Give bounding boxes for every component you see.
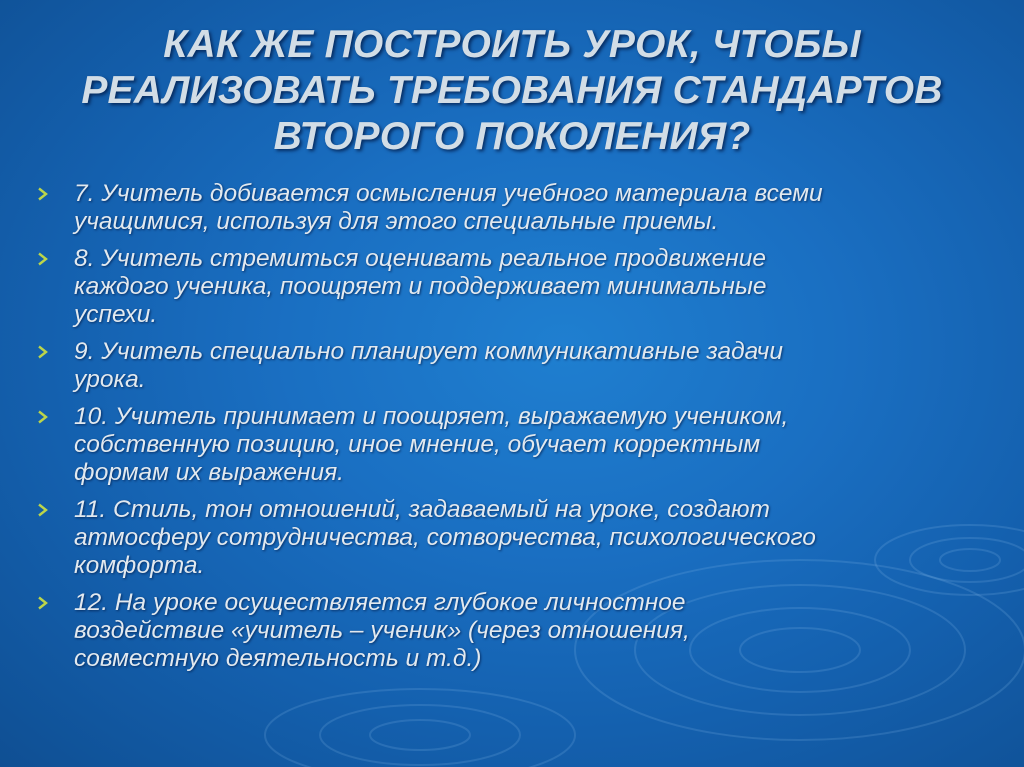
bullet-item [36, 338, 1004, 394]
bullet-text-line: собственную позицию, иное мнение, обучает корректным [74, 431, 761, 458]
bullet-text-line: учащимися, используя для этого специальные приемы. [74, 208, 719, 235]
bullet-text-line: каждого ученика, поощряет и поддерживает минимальные [74, 273, 767, 300]
bullet-text-line: урока. [74, 366, 146, 393]
slide-title [40, 22, 984, 160]
chevron-right-icon [36, 252, 50, 266]
title-line: РЕАЛИЗОВАТЬ ТРЕБОВАНИЯ СТАНДАРТОВ [81, 69, 943, 112]
bullet-list [36, 180, 1004, 682]
bullet-text-line: 10. Учитель принимает и поощряет, выражаемую учеником, [74, 403, 789, 430]
bullet-text-line: 8. Учитель стремиться оценивать реальное продвижение [74, 245, 766, 272]
chevron-right-icon [36, 596, 50, 610]
bullet-item [36, 180, 1004, 236]
bullet-text-line: 7. Учитель добивается осмысления учебного материала всеми [74, 180, 823, 207]
bullet-text-line: 9. Учитель специально планирует коммуникативные задачи [74, 338, 783, 365]
bullet-text-line: 12. На уроке осуществляется глубокое личностное [74, 589, 686, 616]
chevron-right-icon [36, 345, 50, 359]
bullet-item [36, 589, 1004, 673]
bullet-text-line: комфорта. [74, 552, 205, 579]
chevron-right-icon [36, 410, 50, 424]
bullet-item [36, 403, 1004, 487]
bullet-text-line: успехи. [74, 301, 158, 328]
title-line: КАК ЖЕ ПОСТРОИТЬ УРОК, ЧТОБЫ [163, 23, 861, 66]
bullet-text-line: атмосферу сотрудничества, сотворчества, психологического [74, 524, 816, 551]
bullet-item [36, 496, 1004, 580]
bullet-text-line: воздействие «учитель – ученик» (через отношения, [74, 617, 690, 644]
title-line: ВТОРОГО ПОКОЛЕНИЯ? [273, 115, 751, 158]
bullet-text-line: совместную деятельность и т.д.) [74, 645, 482, 672]
bullet-item [36, 245, 1004, 329]
chevron-right-icon [36, 187, 50, 201]
chevron-right-icon [36, 503, 50, 517]
bullet-text-line: 11. Стиль, тон отношений, задаваемый на уроке, создают [74, 496, 770, 523]
bullet-text-line: формам их выражения. [74, 459, 344, 486]
